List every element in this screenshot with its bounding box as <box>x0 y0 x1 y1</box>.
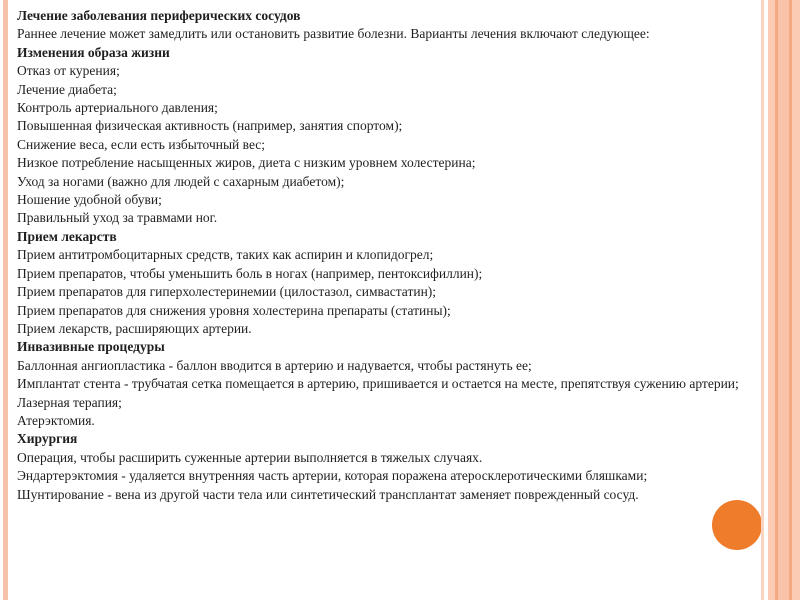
section-heading: Изменения образа жизни <box>17 44 170 60</box>
text-line: Прием антитромбоцитарных средств, таких как аспирин и клопидогрел; <box>17 247 434 263</box>
section-heading: Инвазивные процедуры <box>17 339 165 355</box>
section-heading: Прием лекарств <box>17 228 117 244</box>
accent-circle <box>712 500 762 550</box>
text-line: Прием препаратов для снижения уровня холестерина препараты (статины); <box>17 302 451 318</box>
section-heading: Хирургия <box>17 431 78 447</box>
text-line: Снижение веса, если есть избыточный вес; <box>17 136 266 152</box>
decorative-stripe <box>768 0 775 600</box>
text-line: Контроль артериального давления; <box>17 100 218 116</box>
decorative-stripe <box>761 0 764 600</box>
text-line: Баллонная ангиопластика - баллон вводится в артерию и надувается, чтобы растянуть ее; <box>17 357 532 373</box>
text-line: Лазерная терапия; <box>17 394 122 410</box>
text-line: Шунтирование - вена из другой части тела или синтетический трансплантат заменяет поврежденный сосуд. <box>17 486 639 502</box>
section-heading: Лечение заболевания периферических сосудов <box>17 8 301 23</box>
text-line: Отказ от курения; <box>17 63 120 79</box>
decorative-stripe <box>792 0 800 600</box>
text-line: Атерэктомия. <box>17 412 95 428</box>
text-line: Прием лекарств, расширяющих артерии. <box>17 320 252 336</box>
text-line: Лечение диабета; <box>17 81 117 97</box>
text-line: Эндартерэктомия - удаляется внутренняя часть артерии, которая поражена атеросклеротическими бляшками; <box>17 468 648 484</box>
text-line: Раннее лечение может замедлить или остановить развитие болезни. Варианты лечения включают следующее: <box>17 26 650 42</box>
text-line: Прием препаратов, чтобы уменьшить боль в ногах (например, пентоксифиллин); <box>17 265 483 281</box>
text-line: Повышенная физическая активность (например, занятия спортом); <box>17 118 403 134</box>
text-line: Ношение удобной обуви; <box>17 192 162 208</box>
text-line: Операция, чтобы расширить суженные артерии выполняется в тяжелых случаях. <box>17 449 483 465</box>
left-edge-stripe <box>3 0 8 600</box>
slide-body-text <box>17 7 755 504</box>
text-line: Прием препаратов для гиперхолестеринемии (цилостазол, симвастатин); <box>17 284 437 300</box>
decorative-stripe <box>778 0 790 600</box>
right-edge-stripes <box>761 0 800 600</box>
text-line: Имплантат стента - трубчатая сетка помещается в артерию, пришивается и остается на месте, препятствуя сужению артерии; <box>17 376 739 392</box>
text-line: Низкое потребление насыщенных жиров, диета с низким уровнем холестерина; <box>17 155 476 171</box>
text-line: Уход за ногами (важно для людей с сахарным диабетом); <box>17 173 345 189</box>
text-line: Правильный уход за травмами ног. <box>17 210 218 226</box>
